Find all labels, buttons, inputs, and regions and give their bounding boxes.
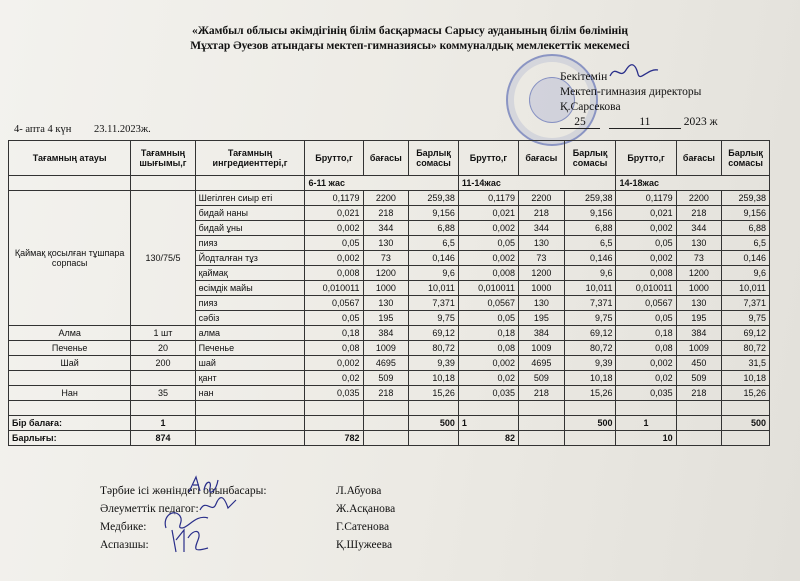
menu-table: [8, 140, 770, 446]
value-cell: 259,38: [409, 191, 459, 206]
value-cell: 2200: [519, 191, 565, 206]
value-cell: 195: [363, 311, 409, 326]
value-cell: 259,38: [564, 191, 616, 206]
table-row: [9, 341, 770, 356]
value-cell: 195: [519, 311, 565, 326]
dish-yield: 200: [131, 356, 195, 371]
value-cell: 0,08: [616, 341, 676, 356]
summary-cell: 82: [458, 431, 518, 446]
header-line-1: «Жамбыл облысы әкімдігінің білім басқармасы Сарысу ауданының білім бөлімінің: [192, 25, 628, 37]
ingredient-name: алма: [195, 326, 305, 341]
value-cell: 6,5: [564, 236, 616, 251]
header-line-2: Мұхтар Әуезов атындағы мектеп-гимназиясы» коммуналдық мемлекеттік мекемесі: [190, 40, 630, 52]
table-row: [9, 371, 770, 386]
value-cell: 9,39: [409, 356, 459, 371]
value-cell: 509: [676, 371, 722, 386]
value-cell: 9,156: [722, 206, 770, 221]
value-cell: 2200: [676, 191, 722, 206]
value-cell: 1200: [676, 266, 722, 281]
dish-name: Печенье: [9, 341, 131, 356]
value-cell: 31,5: [722, 356, 770, 371]
col-sum-1: Барлық сомасы: [409, 141, 459, 176]
value-cell: 9,6: [564, 266, 616, 281]
value-cell: 0,1179: [305, 191, 363, 206]
age-group-2: 11-14жас: [458, 176, 616, 191]
value-cell: 0,05: [616, 311, 676, 326]
col-sum-2: Барлық сомасы: [564, 141, 616, 176]
value-cell: 0,05: [305, 311, 363, 326]
footer-name: Қ.Шужеева: [336, 539, 393, 551]
value-cell: 6,88: [722, 221, 770, 236]
approval-title: Бекітемін: [560, 71, 608, 83]
value-cell: 0,008: [616, 266, 676, 281]
value-cell: 73: [363, 251, 409, 266]
summary-cell: [409, 431, 459, 446]
value-cell: 0,18: [616, 326, 676, 341]
value-cell: 80,72: [409, 341, 459, 356]
value-cell: 0,002: [616, 356, 676, 371]
footer-row: [100, 482, 500, 500]
value-cell: 344: [519, 221, 565, 236]
value-cell: 0,146: [409, 251, 459, 266]
value-cell: 0,002: [616, 251, 676, 266]
value-cell: 0,021: [305, 206, 363, 221]
summary-cell: 1: [131, 416, 195, 431]
value-cell: 73: [519, 251, 565, 266]
value-cell: 1009: [676, 341, 722, 356]
col-price-2: бағасы: [519, 141, 565, 176]
summary-cell: 1: [458, 416, 518, 431]
value-cell: 9,39: [564, 356, 616, 371]
summary-cell: [363, 416, 409, 431]
footer-role: Әлеуметтік педагог:: [100, 503, 199, 515]
ingredient-name: пияз: [195, 236, 305, 251]
table-row: [9, 386, 770, 401]
value-cell: 15,26: [564, 386, 616, 401]
age-group-3: 14-18жас: [616, 176, 770, 191]
menu-date: 23.11.2023ж.: [94, 124, 151, 135]
summary-cell: 500: [409, 416, 459, 431]
value-cell: 69,12: [722, 326, 770, 341]
value-cell: 7,371: [722, 296, 770, 311]
value-cell: 0,035: [616, 386, 676, 401]
value-cell: 0,0567: [305, 296, 363, 311]
col-ingredients: Тағамның ингредиенттері,г: [195, 141, 305, 176]
dish-yield: 35: [131, 386, 195, 401]
value-cell: 384: [363, 326, 409, 341]
value-cell: 1009: [519, 341, 565, 356]
dish-name: [9, 371, 131, 386]
value-cell: 0,010011: [305, 281, 363, 296]
value-cell: 10,011: [409, 281, 459, 296]
dish-yield: [131, 371, 195, 386]
menu-meta: [14, 124, 151, 135]
ingredient-name: шай: [195, 356, 305, 371]
approval-position: Мектеп-гимназия директоры: [560, 86, 702, 98]
document-header: [150, 24, 670, 54]
value-cell: 0,008: [458, 266, 518, 281]
value-cell: 4695: [519, 356, 565, 371]
dish-name: Алма: [9, 326, 131, 341]
value-cell: 0,0567: [616, 296, 676, 311]
value-cell: 7,371: [409, 296, 459, 311]
ingredient-name: қаймақ: [195, 266, 305, 281]
value-cell: 218: [519, 386, 565, 401]
value-cell: 0,1179: [458, 191, 518, 206]
value-cell: 0,02: [616, 371, 676, 386]
approval-month: 11: [609, 116, 681, 129]
age-group-1: 6-11 жас: [305, 176, 458, 191]
summary-cell: 500: [564, 416, 616, 431]
value-cell: 69,12: [409, 326, 459, 341]
col-brutto-3: Брутто,г: [616, 141, 676, 176]
value-cell: 509: [363, 371, 409, 386]
value-cell: 218: [363, 386, 409, 401]
value-cell: 6,5: [409, 236, 459, 251]
value-cell: 0,18: [305, 326, 363, 341]
summary-cell: [564, 431, 616, 446]
ingredient-name: бидай наны: [195, 206, 305, 221]
value-cell: 0,08: [305, 341, 363, 356]
value-cell: 218: [676, 386, 722, 401]
summary-cell: [519, 431, 565, 446]
col-price-3: бағасы: [676, 141, 722, 176]
week-day: 4- апта 4 күн: [14, 124, 72, 135]
value-cell: 9,156: [409, 206, 459, 221]
value-cell: 10,011: [564, 281, 616, 296]
value-cell: 0,05: [305, 236, 363, 251]
value-cell: 130: [676, 236, 722, 251]
deputy-signature: [186, 474, 220, 496]
value-cell: 73: [676, 251, 722, 266]
value-cell: 7,371: [564, 296, 616, 311]
dish-name: Нан: [9, 386, 131, 401]
value-cell: 9,6: [409, 266, 459, 281]
per-child-row: [9, 416, 770, 431]
ingredient-name: Шегілген сиыр еті: [195, 191, 305, 206]
approval-name: Қ.Сарсекова: [560, 101, 621, 113]
ingredient-name: нан: [195, 386, 305, 401]
footer-name: Г.Сатенова: [336, 521, 390, 533]
value-cell: 509: [519, 371, 565, 386]
value-cell: 80,72: [564, 341, 616, 356]
col-dish: Тағамның атауы: [9, 141, 131, 176]
dish-yield: 1 шт: [131, 326, 195, 341]
value-cell: 0,02: [305, 371, 363, 386]
col-yield: Тағамның шығымы,г: [131, 141, 195, 176]
approval-date: [560, 116, 718, 129]
table-header-row: [9, 141, 770, 176]
value-cell: 195: [676, 311, 722, 326]
value-cell: 0,002: [305, 251, 363, 266]
ingredient-name: сәбіз: [195, 311, 305, 326]
col-brutto-1: Брутто,г: [305, 141, 363, 176]
total-row: [9, 431, 770, 446]
value-cell: 0,002: [616, 221, 676, 236]
dish-yield: 20: [131, 341, 195, 356]
value-cell: 130: [676, 296, 722, 311]
ingredient-name: қант: [195, 371, 305, 386]
summary-cell: [722, 431, 770, 446]
value-cell: 0,002: [458, 251, 518, 266]
value-cell: 0,010011: [616, 281, 676, 296]
value-cell: 9,156: [564, 206, 616, 221]
value-cell: 1009: [363, 341, 409, 356]
footer-role: Тәрбие ісі жөніндегі орынбасары:: [100, 485, 267, 497]
summary-cell: [676, 416, 722, 431]
value-cell: 9,75: [722, 311, 770, 326]
value-cell: 10,18: [722, 371, 770, 386]
value-cell: 1200: [363, 266, 409, 281]
dish-name: Шай: [9, 356, 131, 371]
value-cell: 384: [676, 326, 722, 341]
value-cell: 130: [519, 296, 565, 311]
col-price-1: бағасы: [363, 141, 409, 176]
dish-yield: 130/75/5: [131, 191, 195, 326]
summary-cell: Барлығы:: [9, 431, 131, 446]
value-cell: 10,18: [564, 371, 616, 386]
value-cell: 9,75: [564, 311, 616, 326]
summary-cell: [195, 431, 305, 446]
value-cell: 0,002: [458, 221, 518, 236]
value-cell: 0,146: [722, 251, 770, 266]
ingredient-name: өсімдік майы: [195, 281, 305, 296]
value-cell: 0,002: [305, 356, 363, 371]
value-cell: 80,72: [722, 341, 770, 356]
value-cell: 0,021: [616, 206, 676, 221]
dish-name: Қаймақ қосылған тұшпара сорпасы: [9, 191, 131, 326]
value-cell: 259,38: [722, 191, 770, 206]
col-brutto-2: Брутто,г: [458, 141, 518, 176]
value-cell: 218: [676, 206, 722, 221]
value-cell: 1200: [519, 266, 565, 281]
value-cell: 69,12: [564, 326, 616, 341]
summary-cell: [519, 416, 565, 431]
value-cell: 9,6: [722, 266, 770, 281]
value-cell: 0,08: [458, 341, 518, 356]
value-cell: 450: [676, 356, 722, 371]
value-cell: 0,0567: [458, 296, 518, 311]
value-cell: 10,011: [722, 281, 770, 296]
value-cell: 344: [676, 221, 722, 236]
summary-cell: 10: [616, 431, 676, 446]
value-cell: 384: [519, 326, 565, 341]
footer-role: Медбике:: [100, 521, 147, 533]
ingredient-name: бидай ұны: [195, 221, 305, 236]
value-cell: 218: [519, 206, 565, 221]
value-cell: 130: [363, 296, 409, 311]
value-cell: 6,88: [409, 221, 459, 236]
value-cell: 1000: [519, 281, 565, 296]
table-row: [9, 356, 770, 371]
value-cell: 0,18: [458, 326, 518, 341]
value-cell: 1000: [676, 281, 722, 296]
value-cell: 0,05: [458, 311, 518, 326]
summary-cell: [676, 431, 722, 446]
value-cell: 2200: [363, 191, 409, 206]
table-row: [9, 191, 770, 206]
approval-day: 25: [560, 116, 600, 129]
value-cell: 344: [363, 221, 409, 236]
summary-cell: 782: [305, 431, 363, 446]
value-cell: 0,05: [616, 236, 676, 251]
summary-cell: 1: [616, 416, 676, 431]
ingredient-name: Печенье: [195, 341, 305, 356]
approval-block: [560, 70, 701, 115]
summary-cell: 874: [131, 431, 195, 446]
value-cell: 0,008: [305, 266, 363, 281]
spacer-row: [9, 401, 770, 416]
value-cell: 1000: [363, 281, 409, 296]
value-cell: 0,002: [305, 221, 363, 236]
footer-row: [100, 536, 500, 554]
summary-cell: Бір балаға:: [9, 416, 131, 431]
value-cell: 9,75: [409, 311, 459, 326]
summary-cell: [363, 431, 409, 446]
ingredient-name: Йодталған тұз: [195, 251, 305, 266]
summary-cell: 500: [722, 416, 770, 431]
summary-cell: [305, 416, 363, 431]
value-cell: 6,5: [722, 236, 770, 251]
cook-signature: [168, 526, 212, 554]
value-cell: 0,02: [458, 371, 518, 386]
value-cell: 15,26: [409, 386, 459, 401]
value-cell: 130: [519, 236, 565, 251]
value-cell: 0,1179: [616, 191, 676, 206]
value-cell: 130: [363, 236, 409, 251]
value-cell: 218: [363, 206, 409, 221]
value-cell: 0,021: [458, 206, 518, 221]
value-cell: 0,05: [458, 236, 518, 251]
value-cell: 0,035: [458, 386, 518, 401]
table-body: [9, 176, 770, 446]
footer-role: Аспазшы:: [100, 539, 149, 551]
value-cell: 0,035: [305, 386, 363, 401]
footer-name: Л.Абуова: [336, 485, 382, 497]
age-group-row: [9, 176, 770, 191]
value-cell: 0,010011: [458, 281, 518, 296]
approval-year: 2023 ж: [683, 116, 718, 128]
ingredient-name: пияз: [195, 296, 305, 311]
value-cell: 6,88: [564, 221, 616, 236]
value-cell: 10,18: [409, 371, 459, 386]
value-cell: 4695: [363, 356, 409, 371]
value-cell: 15,26: [722, 386, 770, 401]
table-row: [9, 326, 770, 341]
summary-cell: [195, 416, 305, 431]
value-cell: 0,002: [458, 356, 518, 371]
value-cell: 0,146: [564, 251, 616, 266]
col-sum-3: Барлық сомасы: [722, 141, 770, 176]
footer-name: Ж.Асқанова: [336, 503, 396, 515]
